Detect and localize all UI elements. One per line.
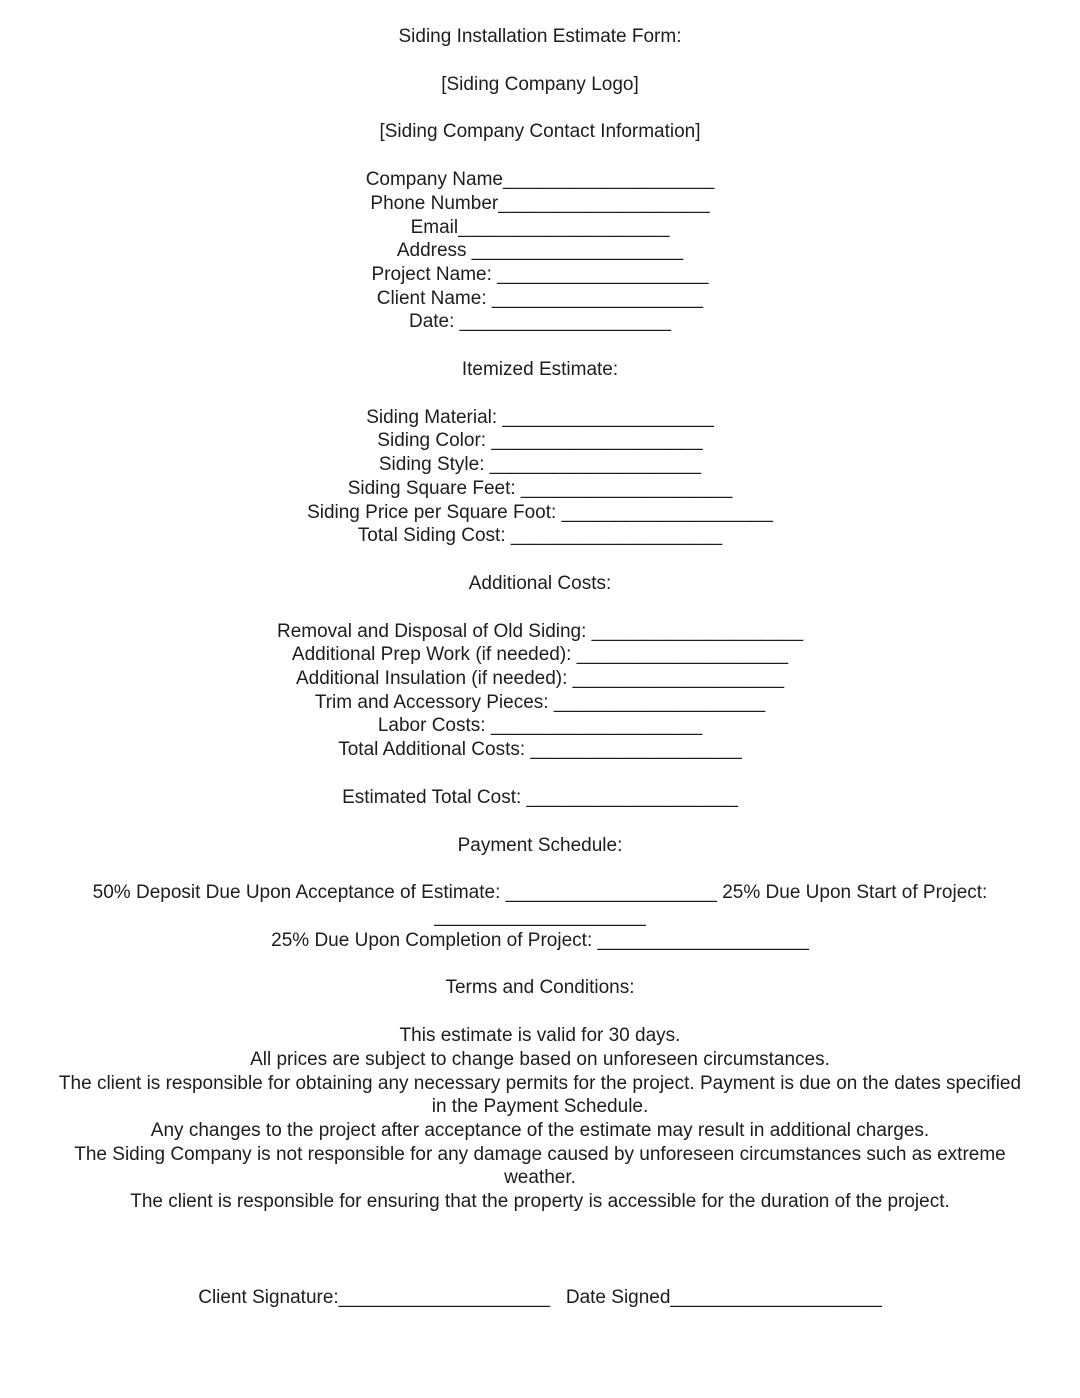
line-siding-style: Siding Style: ____________________ [378,454,702,476]
line-total-siding-cost: Total Siding Cost: ____________________ [357,525,723,547]
line-start-blank: ____________________ [434,905,646,927]
line-prep-work: Additional Prep Work (if needed): ____________________ [291,644,789,666]
term-permits-payment: The client is responsible for obtaining any necessary permits for the project. Payment is due on the dates specified in the Payment Schedule. [58,1072,1027,1118]
heading-itemized-estimate: Itemized Estimate: [461,359,619,381]
line-siding-material: Siding Material: ____________________ [366,406,714,428]
line-address: Address ____________________ [396,240,684,262]
term-property-access: The client is responsible for ensuring that the property is accessible for the duration of the project. [130,1191,950,1213]
heading-additional-costs: Additional Costs: [468,572,612,594]
line-date: Date: ____________________ [408,311,672,333]
line-email: Email____________________ [410,216,670,238]
term-validity: This estimate is valid for 30 days. [399,1025,681,1047]
company-info-section [55,168,1025,334]
heading-payment-schedule: Payment Schedule: [457,834,623,856]
logo-placeholder: [Siding Company Logo] [441,73,639,95]
contact-placeholder: [Siding Company Contact Information] [379,121,701,143]
line-phone-number: Phone Number____________________ [370,192,710,214]
line-siding-color: Siding Color: ____________________ [377,430,703,452]
line-project-name: Project Name: ____________________ [371,263,709,285]
heading-terms-and-conditions: Terms and Conditions: [445,977,635,999]
line-client-name: Client Name: ____________________ [376,287,704,309]
signature-line: Client Signature:____________________ Date Signed____________________ [198,1286,882,1308]
line-deposit-and-start: 50% Deposit Due Upon Acceptance of Estimate: ____________________ 25% Due Upon Start of Project: [92,882,988,904]
itemized-estimate-section [55,406,1025,548]
term-change-charges: Any changes to the project after acceptance of the estimate may result in additional charges. [150,1119,930,1141]
line-siding-square-feet: Siding Square Feet: ____________________ [347,477,733,499]
terms-section [55,1024,1025,1214]
term-damage-liability: The Siding Company is not responsible for any damage caused by unforeseen circumstances such as extreme weather. [74,1143,1012,1189]
line-company-name: Company Name____________________ [365,169,715,191]
line-estimated-total-cost: Estimated Total Cost: ____________________ [342,786,738,808]
additional-costs-section [55,620,1025,762]
term-price-change: All prices are subject to change based on unforeseen circumstances. [250,1048,830,1070]
page-title: Siding Installation Estimate Form: [398,26,682,47]
line-siding-price-per-sqft: Siding Price per Square Foot: ____________________ [307,501,773,523]
line-trim-accessory: Trim and Accessory Pieces: ____________________ [314,691,766,713]
line-insulation: Additional Insulation (if needed): ____________________ [295,668,785,690]
line-completion: 25% Due Upon Completion of Project: ____________________ [271,929,809,951]
line-total-additional-costs: Total Additional Costs: ____________________ [338,739,742,761]
line-removal-disposal: Removal and Disposal of Old Siding: ____________________ [276,620,804,642]
line-labor-costs: Labor Costs: ____________________ [377,715,703,737]
payment-schedule-section [55,881,1025,952]
